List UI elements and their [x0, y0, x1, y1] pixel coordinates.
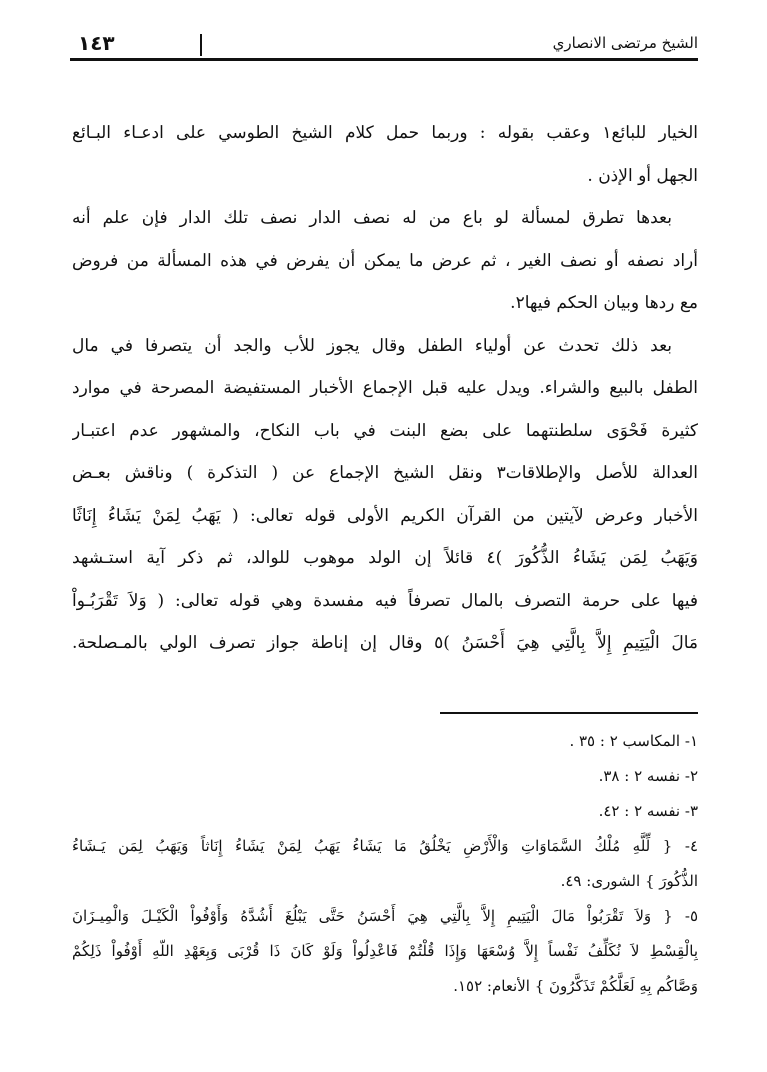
text-line: العدالة للأصل والإطلاقات٣ ونقل الشيخ الإجماع عن ( التذكرة ) وناقش بعـض	[72, 463, 698, 483]
text-line: مَالَ الْيَتِيمِ إِلاَّ بِالَّتِي هِيَ أَحْسَنُ )٥ وقال إن إناطة جواز تصرف الولي بالمـصلحة.	[72, 633, 698, 653]
footnote-3: ٣- نفسه ٢ : ٤٢.	[598, 802, 698, 820]
text-line: فيها على حرمة التصرف بالمال تصرفاً فيه مفسدة وهي قوله تعالى: ( وَلاَ تَقْرَبُـواْ	[72, 590, 698, 611]
running-title: الشيخ مرتضى الانصاري	[552, 34, 698, 52]
text-line: مع ردها وبيان الحكم فيها٢.	[510, 293, 698, 313]
text-line: بعدها تطرق لمسألة لو باع من له نصف الدار نصف تلك الدار فإن علم أنه	[72, 208, 672, 228]
page-header	[70, 30, 698, 62]
main-text	[72, 112, 698, 665]
text-line: كثيرة فَحْوَى سلطنتهما على بضع البنت في باب النكاح، والمشهور عدم اعتبـار	[72, 420, 698, 441]
text-line: الخيار للبائع١ وعقب بقوله : وربما حمل كلام الشيخ الطوسي على ادعـاء البـائع	[72, 123, 698, 143]
text-line: الجهل أو الإذن .	[587, 165, 698, 186]
text-line: وَيَهَبُ لِمَن يَشَاءُ الذُّكُورَ )٤ قائلاً إن الولد موهوب للوالد، ثم ذكر آية استـشهد	[72, 548, 698, 568]
text-line: الأخبار وعرض لآيتين من القرآن الكريم الأولى قوله تعالى: ( يَهَبُ لِمَنْ يَشَاءُ إِنَاثًا	[72, 505, 698, 526]
footnotes	[72, 724, 698, 1004]
page-number: ١٤٣	[78, 31, 115, 55]
footnote-4: ٤- { لِّلَّهِ مُلْكُ السَّمَاوَاتِ وَالْأَرْضِ يَخْلُقُ مَا يَشَاءُ يَهَبُ لِمَنْ يَشَاءُ إِنَاثاً وَيَهَبُ لِمَن يَـشَاءُ	[72, 837, 698, 855]
footnote-5-end: وَصَّاكُم بِهِ لَعَلَّكُمْ تَذَكَّرُونَ } الأنعام: ١٥٢.	[453, 977, 698, 995]
footnote-5-continued: بِالْقِسْطِ لاَ نُكَلِّفُ نَفْساً إِلاَّ وُسْعَهَا وَإِذَا قُلْتُمْ فَاعْدِلُواْ وَلَوْ كَانَ ذَا قُرْبَى وَبِعَهْدِ اللّهِ أَوْفُواْ ذَلِكُمْ	[72, 942, 698, 960]
footnote-separator	[440, 712, 698, 714]
header-rule	[70, 58, 698, 61]
footnote-1: ١- المكاسب ٢ : ٣٥ .	[569, 732, 698, 750]
footnote-2: ٢- نفسه ٢ : ٣٨.	[598, 767, 698, 785]
text-line: أراد نصفه أو نصف الغير ، ثم عرض ما يمكن أن يفرض في هذه المسألة من فروض	[72, 250, 698, 271]
header-divider-tick	[200, 34, 202, 56]
footnote-5: ٥- { وَلاَ تَقْرَبُواْ مَالَ الْيَتِيمِ إِلاَّ بِالَّتِي هِيَ أَحْسَنُ حَتَّى يَبْلُغَ أَشُدَّهُ وَأَوْفُواْ الْكَيْـلَ وَالْمِيـزَانَ	[72, 907, 698, 925]
footnote-4-continued: الذُّكُورَ } الشورى: ٤٩.	[560, 872, 698, 890]
text-line: بعد ذلك تحدث عن أولياء الطفل وقال يجوز للأب والجد أن يتصرفا في مال	[72, 335, 672, 356]
text-line: الطفل بالبيع والشراء. ويدل عليه قبل الإجماع الأخبار المستفيضة المصرحة في موارد	[72, 378, 698, 398]
